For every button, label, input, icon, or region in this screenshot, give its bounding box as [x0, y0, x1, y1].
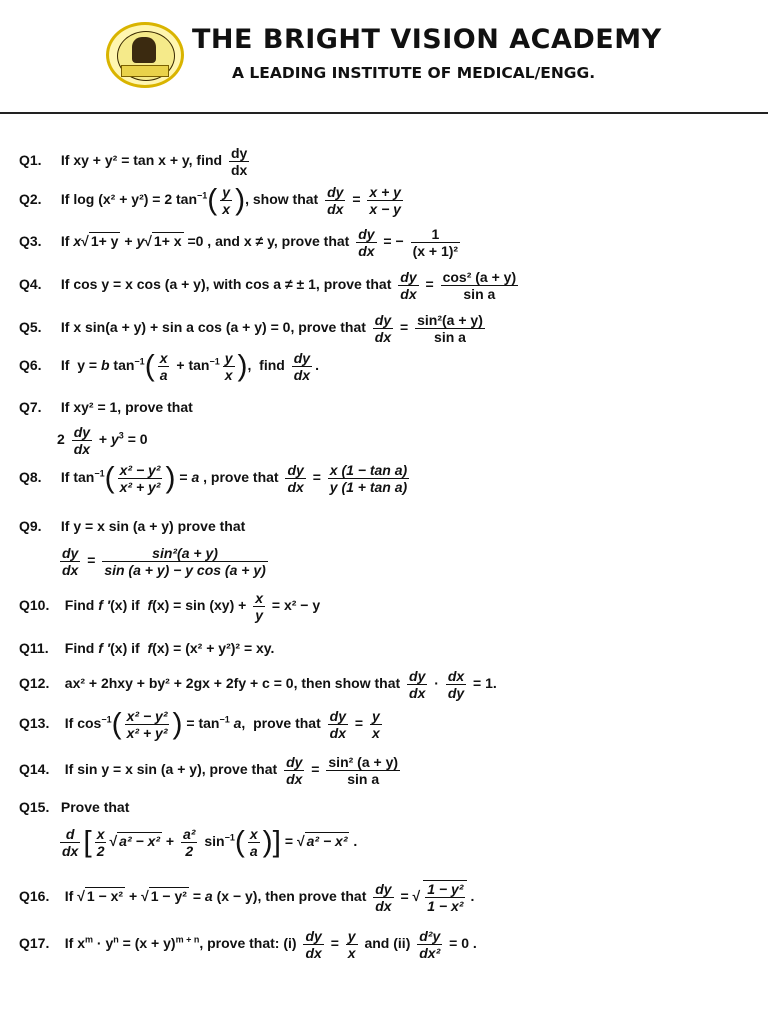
question-number: Q6.: [19, 357, 42, 374]
question-number: Q16.: [19, 887, 50, 904]
question-number: Q9.: [19, 518, 42, 534]
question-16: [19, 880, 474, 914]
question-6: [19, 350, 319, 383]
question-8: [19, 462, 412, 495]
question-number: Q3.: [19, 233, 42, 250]
question-9-equation: $\frac{dy}{dx}$ = $\frac{\text{sin²(a + y)}}{\text{sin (a + y) − y cos (a + y)}}$: [62, 545, 266, 578]
question-text: ax² + 2hxy + by² + 2gx + 2fy + c = 0, then show that $\frac{dy}{dx}$ · $\frac{dx}{dy}$ = 1.: [60, 668, 497, 701]
question-10: [19, 590, 320, 623]
question-7-equation: 2 $\frac{dy}{dx}$ + $y^3 = 0$: [57, 424, 148, 457]
question-text: If $\tan^{-1}$( $\frac{\text{x² − y²}}{\text{x² + y²}}$ ) = a , prove that $\frac{dy}{dx}$ = $\frac{\text{x (1 − tan a)}}{\text{y (1 + tan a)}}$: [60, 461, 408, 495]
question-number: Q2.: [19, 191, 42, 208]
question-2: [19, 184, 406, 217]
question-15-equation: $\frac{d}{dx}$ [ $\frac{x}{2}$ √ a² − x² + $\frac{\text{a²}}{2}$ $\sin^{-1}$( $\frac{x}{a}$ )] = √ a² − x² .: [62, 825, 358, 859]
question-text: If y = b $\tan^{-1}$( $\frac{x}{a}$ + $\tan^{-1}$ $\frac{y}{x}$ ), find $\frac{dy}{dx}$ .: [60, 349, 319, 383]
question-number: Q17.: [19, 935, 50, 952]
question-5: [19, 312, 488, 345]
question-text: If y = x sin (a + y) prove that: [60, 518, 246, 534]
page-header: [0, 0, 768, 112]
logo-figure-icon: [132, 37, 156, 63]
question-12: [19, 668, 497, 701]
question-text: If cos y = x cos (a + y), with cos a ≠ ± 1, prove that $\frac{dy}{dx}$ = $\frac{\text{cos² (a + y)}}{\text{sin a}}$: [60, 269, 517, 302]
question-number: Q14.: [19, 761, 50, 778]
question-13: [19, 708, 385, 741]
academy-logo: [106, 22, 184, 88]
question-text: If x√ 1+ y + y√ 1+ x =0 , and x ≠ y, prove that $\frac{dy}{dx}$ = − $\frac{1}{\text{(x + 1)²}}$: [60, 226, 459, 259]
question-1: [19, 145, 252, 178]
header-divider: [0, 112, 768, 114]
question-text: If √ 1 − x² + √ 1 − y² = a (x − y), then prove that $\frac{dy}{dx}$ = √ $\frac{\text{1 − y²}}{\text{1 − x²}}$ .: [60, 880, 475, 914]
question-text: Find f ′(x) if f(x) = sin (xy) + $\frac{x}{y}$ = x² − y: [60, 590, 321, 623]
question-7: [19, 399, 193, 415]
question-text: If $x^m \cdot y^n = (x + y)^{m + n}$, prove that: (i) $\frac{dy}{dx}$ = $\frac{y}{x}$ and (ii) $\frac{\text{d²y}}{\text{dx²}}$ = 0 .: [60, 928, 477, 961]
question-number: Q10.: [19, 597, 50, 614]
question-text: If sin y = x sin (a + y), prove that $\frac{dy}{dx}$ = $\frac{\text{sin² (a + y)}}{\text{sin a}}$: [60, 754, 399, 787]
logo-banner: [121, 65, 169, 77]
question-number: Q8.: [19, 469, 42, 486]
question-number: Q1.: [19, 152, 42, 169]
question-text: If x sin(a + y) + sin a cos (a + y) = 0, prove that $\frac{dy}{dx}$ = $\frac{\text{sin²(a + y)}}{\text{sin a}}$: [60, 312, 483, 345]
question-text: If $\cos^{-1}$( $\frac{\text{x² − y²}}{\text{x² + y²}}$ ) = $\tan^{-1} a$, prove that $\frac{dy}{dx}$ = $\frac{y}{x}$: [60, 707, 380, 741]
question-number: Q4.: [19, 276, 42, 293]
question-4: [19, 269, 521, 302]
question-number: Q11.: [19, 640, 49, 656]
question-3: [19, 226, 463, 259]
question-text: If xy² = 1, prove that: [60, 399, 193, 415]
page-title: THE BRIGHT VISION ACADEMY: [192, 24, 662, 55]
question-number: Q5.: [19, 319, 42, 336]
question-number: Q7.: [19, 399, 42, 415]
question-text: Prove that: [60, 799, 130, 815]
question-11: [19, 640, 274, 656]
question-text: If log (x² + y²) = 2 $\tan^{-1}$( $\frac{y}{x}$ ), show that $\frac{dy}{dx}$ = $\frac{x + y}{x - y}$: [60, 183, 401, 217]
question-number: Q13.: [19, 715, 50, 732]
question-14: [19, 754, 403, 787]
question-17: [19, 928, 477, 961]
question-9: [19, 518, 245, 534]
question-number: Q12.: [19, 675, 50, 692]
question-15: [19, 799, 129, 815]
question-text: If xy + y² = tan x + y, find $\frac{dy}{dx}$: [60, 145, 248, 178]
page-subtitle: A LEADING INSTITUTE OF MEDICAL/ENGG.: [232, 64, 596, 82]
question-text: Find f ′(x) if f(x) = (x² + y²)² = xy.: [60, 640, 275, 656]
question-number: Q15.: [19, 799, 50, 815]
